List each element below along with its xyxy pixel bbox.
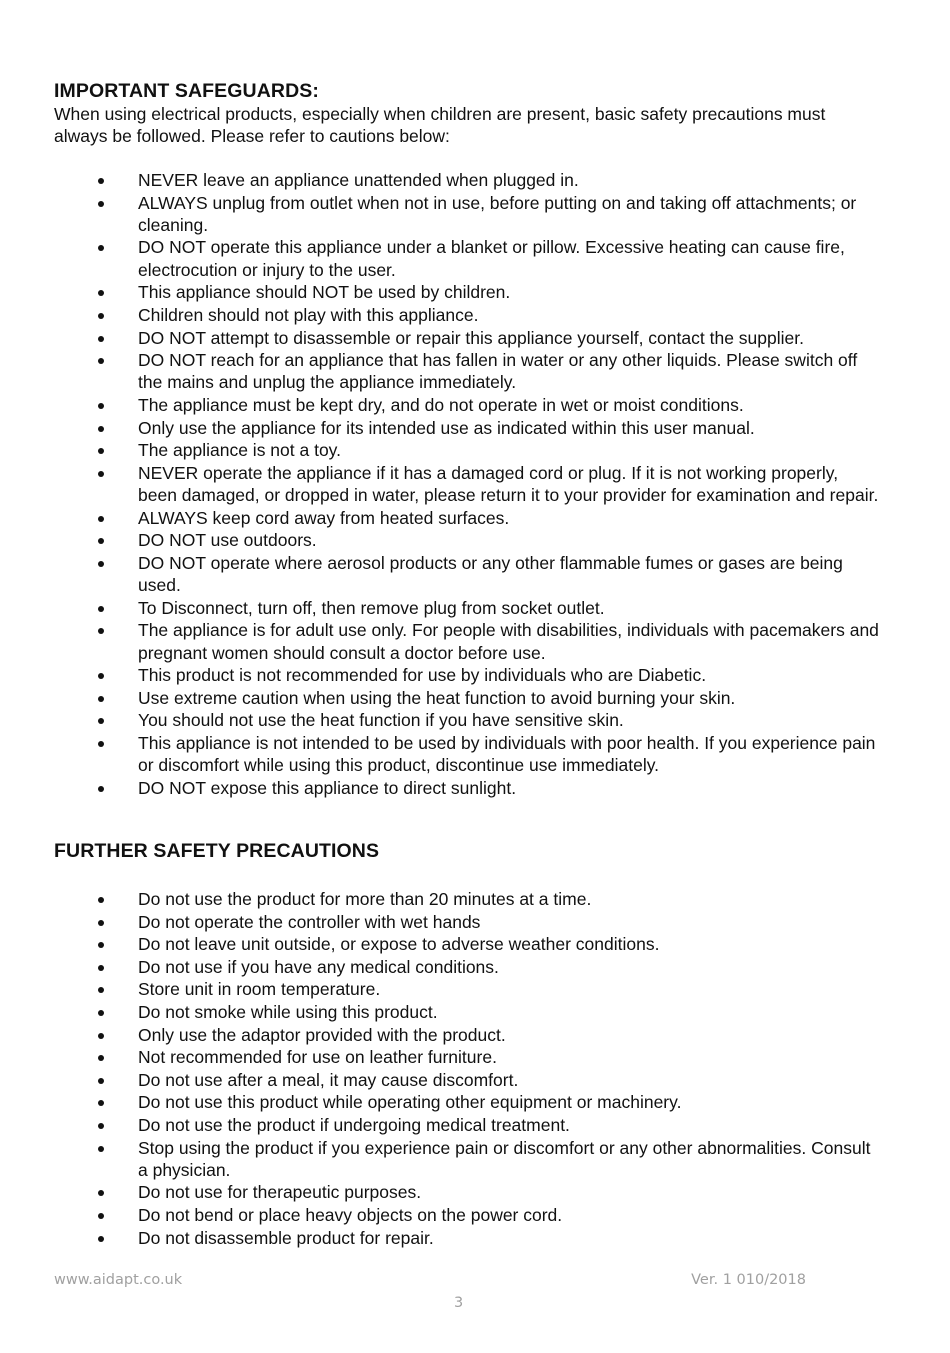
bullet-icon (98, 471, 104, 477)
list-item-text: This appliance is not intended to be used by individuals with poor health. If you experience pain or discomfort while using this product, discontinue use immediately. (138, 733, 876, 776)
bullet-icon (98, 786, 104, 792)
list-item-text: Only use the adaptor provided with the product. (138, 1024, 506, 1045)
bullet-icon (98, 178, 104, 184)
footer-version: Ver. 1 010/2018 (691, 1272, 806, 1288)
important-safeguards-heading: IMPORTANT SAFEGUARDS: (54, 80, 319, 102)
bullet-icon (98, 920, 104, 926)
list-item (0, 507, 950, 529)
list-item (0, 192, 950, 237)
bullet-icon (98, 336, 104, 342)
list-item (0, 1137, 950, 1182)
list-item-text: Do not use the product if undergoing medical treatment. (138, 1114, 570, 1135)
bullet-icon (98, 606, 104, 612)
list-item-text: DO NOT attempt to disassemble or repair this appliance yourself, contact the supplier. (138, 327, 804, 348)
bullet-icon (98, 673, 104, 679)
list-item (0, 1181, 950, 1203)
list-item (0, 1091, 950, 1113)
list-item-text: The appliance must be kept dry, and do not operate in wet or moist conditions. (138, 395, 744, 416)
bullet-icon (98, 628, 104, 634)
list-item-text: Do not use after a meal, it may cause discomfort. (138, 1069, 519, 1090)
list-item (0, 1024, 950, 1046)
list-item-text: Do not use this product while operating other equipment or machinery. (138, 1092, 682, 1113)
important-safeguards-intro: When using electrical products, especially when children are present, basic safety precautions must always be followed. Please refer to cautions below: (54, 104, 826, 146)
list-item (0, 597, 950, 619)
bullet-icon (98, 1033, 104, 1039)
list-item (0, 732, 950, 777)
list-item-text: DO NOT use outdoors. (138, 530, 317, 551)
list-item-text: Store unit in room temperature. (138, 979, 381, 1000)
bullet-icon (98, 403, 104, 409)
list-item (0, 529, 950, 551)
list-item (0, 439, 950, 461)
list-item (0, 777, 950, 799)
list-item-text: The appliance is not a toy. (138, 440, 341, 461)
list-item (0, 349, 950, 394)
bullet-icon (98, 516, 104, 522)
bullet-icon (98, 313, 104, 319)
bullet-icon (98, 1055, 104, 1061)
list-item-text: Children should not play with this appliance. (138, 304, 479, 325)
list-item (0, 327, 950, 349)
list-item-text: Stop using the product if you experience pain or discomfort or any other abnormalities. Consult a physician. (138, 1137, 871, 1180)
list-item (0, 462, 950, 507)
bullet-icon (98, 358, 104, 364)
list-item (0, 417, 950, 439)
list-item-text: ALWAYS keep cord away from heated surfaces. (138, 507, 510, 528)
bullet-icon (98, 965, 104, 971)
list-item-text: Use extreme caution when using the heat function to avoid burning your skin. (138, 687, 736, 708)
list-item-text: NEVER operate the appliance if it has a damaged cord or plug. If it is not working properly, been damaged, or dropped in water, please return it to your provider for examination and repair. (138, 462, 879, 506)
bullet-icon (98, 741, 104, 747)
bullet-icon (98, 1146, 104, 1152)
list-item (0, 664, 950, 686)
list-item-text: Do not use for therapeutic purposes. (138, 1182, 422, 1203)
list-item-text: Do not disassemble product for repair. (138, 1227, 434, 1248)
list-item-text: Do not use if you have any medical conditions. (138, 956, 499, 977)
list-item (0, 1001, 950, 1023)
bullet-icon (98, 538, 104, 544)
list-item (0, 619, 950, 664)
bullet-icon (98, 1078, 104, 1084)
bullet-icon (98, 245, 104, 251)
bullet-icon (98, 1213, 104, 1219)
list-item-text: To Disconnect, turn off, then remove plug from socket outlet. (138, 597, 605, 618)
list-item (0, 1227, 950, 1249)
list-item-text: DO NOT expose this appliance to direct sunlight. (138, 777, 517, 798)
bullet-icon (98, 1100, 104, 1106)
bullet-icon (98, 696, 104, 702)
further-precautions-list (0, 888, 950, 1249)
list-item (0, 978, 950, 1000)
list-item (0, 1046, 950, 1068)
bullet-icon (98, 290, 104, 296)
page-number: 3 (454, 1295, 464, 1311)
list-item-text: This appliance should NOT be used by children. (138, 282, 511, 303)
bullet-icon (98, 426, 104, 432)
bullet-icon (98, 1236, 104, 1242)
list-item-text: Do not bend or place heavy objects on the power cord. (138, 1205, 563, 1226)
bullet-icon (98, 718, 104, 724)
list-item-text: Do not smoke while using this product. (138, 1001, 438, 1022)
list-item (0, 394, 950, 416)
list-item (0, 911, 950, 933)
list-item-text: DO NOT reach for an appliance that has fallen in water or any other liquids. Please switch off the mains and unplug the appliance immediately. (138, 350, 858, 393)
list-item (0, 552, 950, 597)
list-item-text: NEVER leave an appliance unattended when plugged in. (138, 170, 579, 190)
bullet-icon (98, 561, 104, 567)
list-item (0, 709, 950, 731)
list-item-text: Do not use the product for more than 20 minutes at a time. (138, 889, 592, 909)
bullet-icon (98, 1010, 104, 1016)
bullet-icon (98, 448, 104, 454)
list-item (0, 1114, 950, 1136)
list-item (0, 281, 950, 303)
list-item-text: Not recommended for use on leather furniture. (138, 1047, 497, 1068)
list-item (0, 687, 950, 709)
bullet-icon (98, 1123, 104, 1129)
list-item-text: You should not use the heat function if you have sensitive skin. (138, 710, 624, 731)
list-item (0, 304, 950, 326)
further-precautions-heading: FURTHER SAFETY PRECAUTIONS (54, 840, 380, 862)
bullet-icon (98, 987, 104, 993)
bullet-icon (98, 1190, 104, 1196)
list-item-text: DO NOT operate where aerosol products or any other flammable fumes or gases are being used. (138, 552, 843, 596)
bullet-icon (98, 201, 104, 207)
list-item-text: Do not operate the controller with wet hands (138, 911, 481, 932)
list-item (0, 956, 950, 978)
list-item-text: Only use the appliance for its intended use as indicated within this user manual. (138, 417, 755, 438)
list-item (0, 236, 950, 281)
list-item-text: This product is not recommended for use by individuals who are Diabetic. (138, 665, 707, 686)
footer-website: www.aidapt.co.uk (54, 1272, 183, 1288)
list-item (0, 888, 950, 910)
list-item (0, 1204, 950, 1226)
list-item (0, 169, 950, 191)
list-item (0, 1069, 950, 1091)
list-item-text: The appliance is for adult use only. For people with disabilities, individuals with pacemakers and pregnant women should consult a doctor before use. (138, 620, 879, 663)
list-item-text: Do not leave unit outside, or expose to adverse weather conditions. (138, 934, 660, 955)
bullet-icon (98, 942, 104, 948)
bullet-icon (98, 897, 104, 903)
list-item (0, 933, 950, 955)
important-safeguards-list (0, 169, 950, 800)
list-item-text: DO NOT operate this appliance under a blanket or pillow. Excessive heating can cause fire, electrocution or injury to the user. (138, 237, 845, 280)
list-item-text: ALWAYS unplug from outlet when not in use, before putting on and taking off attachments; or cleaning. (138, 192, 857, 235)
